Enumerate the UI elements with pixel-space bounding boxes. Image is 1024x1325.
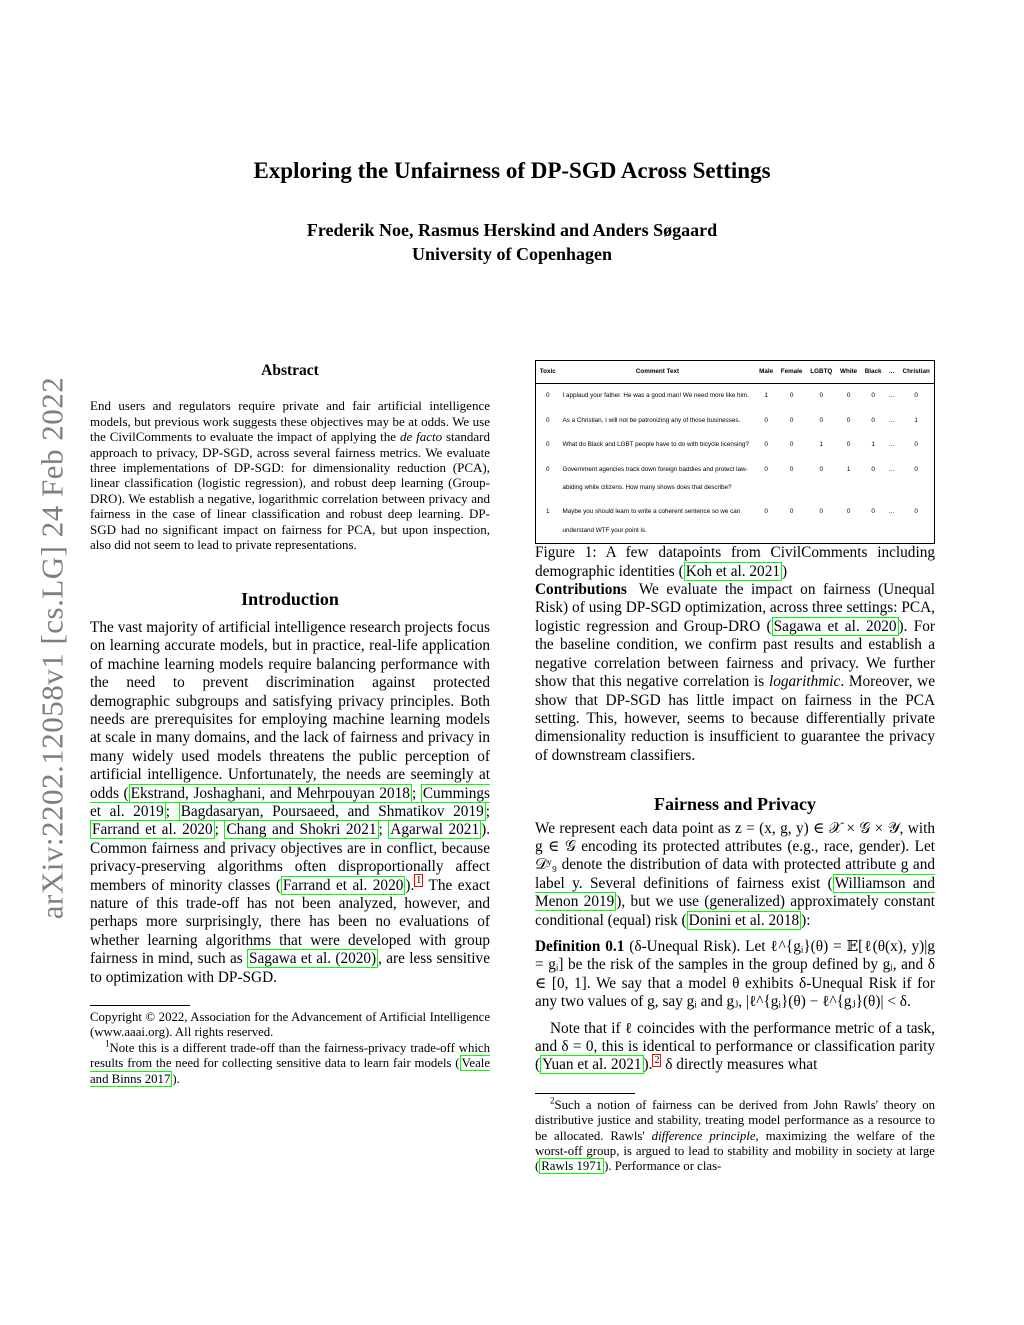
table-row [536,500,935,543]
footnote-1: $^1$Note this is a different trade-off than the fairness-privacy trade-off which results from the need for collecting sensitive data to learn fair models ( Veale and Binns 2017 ). [90,1038,490,1086]
arxiv-id-text: arXiv:2202.12058v1 [cs.LG] 24 Feb 2022 [34,376,69,919]
table-cell: Government agencies track down foreign baddies and protect law-abiding white citizens. How many shows does that describe? [562,465,748,492]
table-cell: 1 [846,465,851,473]
table-row [536,433,935,457]
table-cell: 0 [764,465,768,473]
table-cell: 0 [545,441,550,449]
copyright-note: Copyright © 2022, Association for the Advancement of Artificial Intelligence (www.aaai.org). All rights reserved. [90,1010,490,1040]
table-cell: 0 [846,508,851,516]
right-column [535,360,935,1175]
table-cell: 1 [819,441,824,449]
definition-paragraph: Definition 0.1 (δ-Unequal Risk). Let ℓ^{gᵢ}(θ) = 𝔼[ℓ(θ(x), y)|g = gᵢ] be the risk of the samples in the group defined by gᵢ, and δ ∈ [0, 1]. We say that a model θ exhibits δ-Unequal Risk if for any two values of g, say gᵢ and gⱼ, |ℓ^{gᵢ}(θ) − ℓ^{gⱼ}(θ)| < δ. [535,937,935,1011]
footnotes-left [90,1010,490,1087]
affiliation: University of Copenhagen [411,244,612,264]
table-cell: 0 [819,465,824,473]
arxiv-stamp [30,355,74,940]
table-cell: 0 [764,508,768,516]
table-cell: 0 [914,441,918,449]
table-cell: 0 [819,416,824,424]
table-row [536,409,935,433]
table-cell: 0 [789,465,794,473]
definition-heading: Definition 0.1 [535,937,625,955]
table-cell: … [888,441,895,449]
table-cell: 1 [545,508,550,516]
author-block [0,218,1024,266]
table-cell: 0 [789,508,794,516]
abstract-text: End users and regulators require private and fair artificial intelligence models, but previous work suggests these objectives may be at odds. We use the CivilComments to evaluate the impact of applying the de facto standard approach to privacy, DP-SGD, across several fairness metrics. We evaluate three implementations of DP-SGD: for dimensionality reduction (PCA), linear classification (logistic regression), and robust deep learning (Group-DRO). We establish a negative, logarithmic correlation between privacy and fairness in the case of linear classification and robust deep learning. DP-SGD had no significant impact on fairness for PCA, but upon inspection, also did not seem to lead to private representations. [90,398,491,553]
introduction-paragraph: The vast majority of artificial intelligence research projects focus on learning accurate models, but in practice, real-life application of machine learning models require balancing performance with the need to prevent discrimination against protected demographic subgroups and satisfying privacy principles. Both needs are prerequisites for employing machine learning models at scale in many domains, and the lack of fairness and privacy in many widely used models threatens the public perception of artificial intelligence. Unfortunately, the needs are seemingly at odds ( Ekstrand, Joshaghani, and Mehrpouyan 2018 ; Cummings et al. 2019 ; Bagdasaryan, Poursaeed, and Shmatikov 2019 ; Farrand et al. 2020 ; Chang and Shokri 2021 ; Agarwal 2021 ). Common fairness and privacy objectives are in conflict, because privacy-preserving algorithms often disproportionally affect members of minority classes ( Farrand et al. 2020 ). $^1$ The exact nature of this trade-off has not been analyzed, however, and perhaps more surprisingly, there has been no evaluations of whether learning algorithms that were developed with group fairness in mind, such as Sagawa et al. (2020) , are less sensitive to optimization with DP-SGD. [90,618,491,986]
table-cell: 1 [914,416,918,424]
citation-link[interactable]: Rawls 1971 [541,1159,603,1174]
table-row [536,458,935,501]
table-cell: What do Black and LGBT people have to do with bicycle licensing? [562,441,749,449]
abstract-heading: Abstract [261,362,319,379]
citation-link[interactable]: Agarwal 2021 [390,821,480,839]
table-cell: 0 [764,416,768,424]
table-cell: 0 [871,508,875,516]
table-header-cell: Male [755,361,776,384]
table-cell: … [888,465,895,473]
table-cell: 0 [846,392,851,400]
table-cell: 0 [789,441,794,449]
authors: Frederik Noe, Rasmus Herskind and Anders Søgaard [306,220,718,240]
table-header-cell: Female [777,361,807,384]
footnote-ref-link[interactable]: 2 [654,1055,660,1067]
table-cell: I applaud your father. He was a good man! We need more like him. [562,392,749,400]
note-paragraph: Note that if ℓ coincides with the performance metric of a task, and δ = 0, this is identical to performance or classification parity ( Yuan et al. 2021 ). $^2$ δ directly measures what [535,1019,935,1074]
citation-link[interactable]: Cummings et al. 2019 [90,784,490,820]
citation-link[interactable]: Yuan et al. 2021 [542,1056,642,1074]
table-cell: … [888,392,895,400]
contributions-paragraph: Contributions We evaluate the impact on fairness (Unequal Risk) of using DP-SGD optimization, across three settings: PCA, logistic regression and Group-DRO ( Sagawa et al. 2020 ). For the baseline condition, we confirm past results and establish a negative correlation between fairness and privacy. We further show that this negative correlation is logarithmic. Moreover, we show that DP-SGD has little impact on fairness in the PCA setting. This, however, seems to because differentially private dimensionality reduction is insufficient to guarantee the privacy of downstream classifiers. [535,581,935,764]
introduction-heading: Introduction [241,589,339,610]
left-column [90,360,490,1087]
table-cell: 0 [789,392,794,400]
table-cell: 0 [789,416,794,424]
citation-link[interactable]: Bagdasaryan, Poursaeed, and Shmatikov 2019 [180,802,484,820]
table-header-cell: Comment Text [559,361,755,384]
contributions-heading: Contributions [535,581,627,599]
citation-link[interactable]: Farrand et al. 2020 [92,821,213,839]
table-cell: 0 [764,441,768,449]
footnote-ref-link[interactable]: 1 [416,875,422,887]
table-cell: 0 [871,416,875,424]
table-header-row [536,361,935,384]
citation-link[interactable]: Chang and Shokri 2021 [226,821,377,839]
paper-title: Exploring the Unfairness of DP-SGD Across Settings [253,158,771,183]
citation-link[interactable]: Koh et al. 2021 [685,562,781,580]
table-cell: 0 [871,392,875,400]
table-cell: 0 [846,441,851,449]
table-cell: 1 [764,392,768,400]
table-cell: As a Christian, I will not be patronizing any of those businesses. [562,416,741,424]
table-header-cell: Black [861,361,885,384]
table-header-cell: … [885,361,898,384]
footnote-divider [535,1093,635,1094]
citation-link[interactable]: Ekstrand, Joshaghani, and Mehrpouyan 2018 [130,784,410,802]
table-cell: 0 [871,465,875,473]
fairness-privacy-heading: Fairness and Privacy [654,794,816,815]
table-row [536,384,935,409]
table-cell: 0 [914,508,918,516]
table-cell: 0 [819,392,824,400]
citation-link[interactable]: Farrand et al. 2020 [282,876,404,894]
table-cell: Maybe you should learn to write a coherent sentence so we can understand WTF your point is. [562,508,741,534]
table-cell: 0 [545,465,550,473]
citation-link[interactable]: Sagawa et al. (2020) [249,950,377,968]
figure-1-caption: Figure 1: A few datapoints from CivilComments including demographic identities ( Koh et al. 2021 ) [535,544,935,580]
table-cell: 0 [819,508,824,516]
footnote-2: $^2$Such a notion of fairness can be derived from John Rawls' theory on distributive justice and stability, treating model performance as a resource to be allocated. Rawls' difference principle, maximizing the welfare of the worst-off group, is argued to lead to stability and mobility in society at large ( Rawls 1971 ). Performance or clas- [535,1095,935,1174]
table-cell: … [888,416,895,424]
fairness-paragraph: We represent each data point as z = (x, g, y) ∈ 𝒳 × 𝒢 × 𝒴, with g ∈ 𝒢 encoding its protected attributes (e.g., race, gender). Let 𝒟ʸ₉ denote the distribution of data with protected attribute g and label y. Several definitions of fairness exist ( Williamson and Menon 2019 ), but we use (generalized) approximately constant conditional (equal) risk ( Donini et al. 2018 ): [535,819,935,929]
table-header-cell: LGBTQ [806,361,836,384]
table-cell: 0 [545,392,550,400]
footnotes-right [535,1095,935,1175]
table-header-cell: Toxic [536,361,560,384]
table-cell: 0 [846,416,851,424]
citation-link[interactable]: Williamson and Menon 2019 [535,874,935,911]
citation-link[interactable]: Donini et al. 2018 [688,911,800,929]
citation-link[interactable]: Sagawa et al. 2020 [773,617,897,635]
footnote-divider [90,1005,190,1006]
figure-1-table [535,360,935,544]
table-header-cell: Christian [898,361,934,384]
table-header-cell: White [836,361,861,384]
table-cell: 1 [871,441,875,449]
table-cell: … [888,508,895,516]
citation-link[interactable]: Veale and Binns 2017 [90,1056,490,1086]
table-cell: 0 [545,416,550,424]
table-cell: 0 [914,392,918,400]
table-cell: 0 [914,465,918,473]
